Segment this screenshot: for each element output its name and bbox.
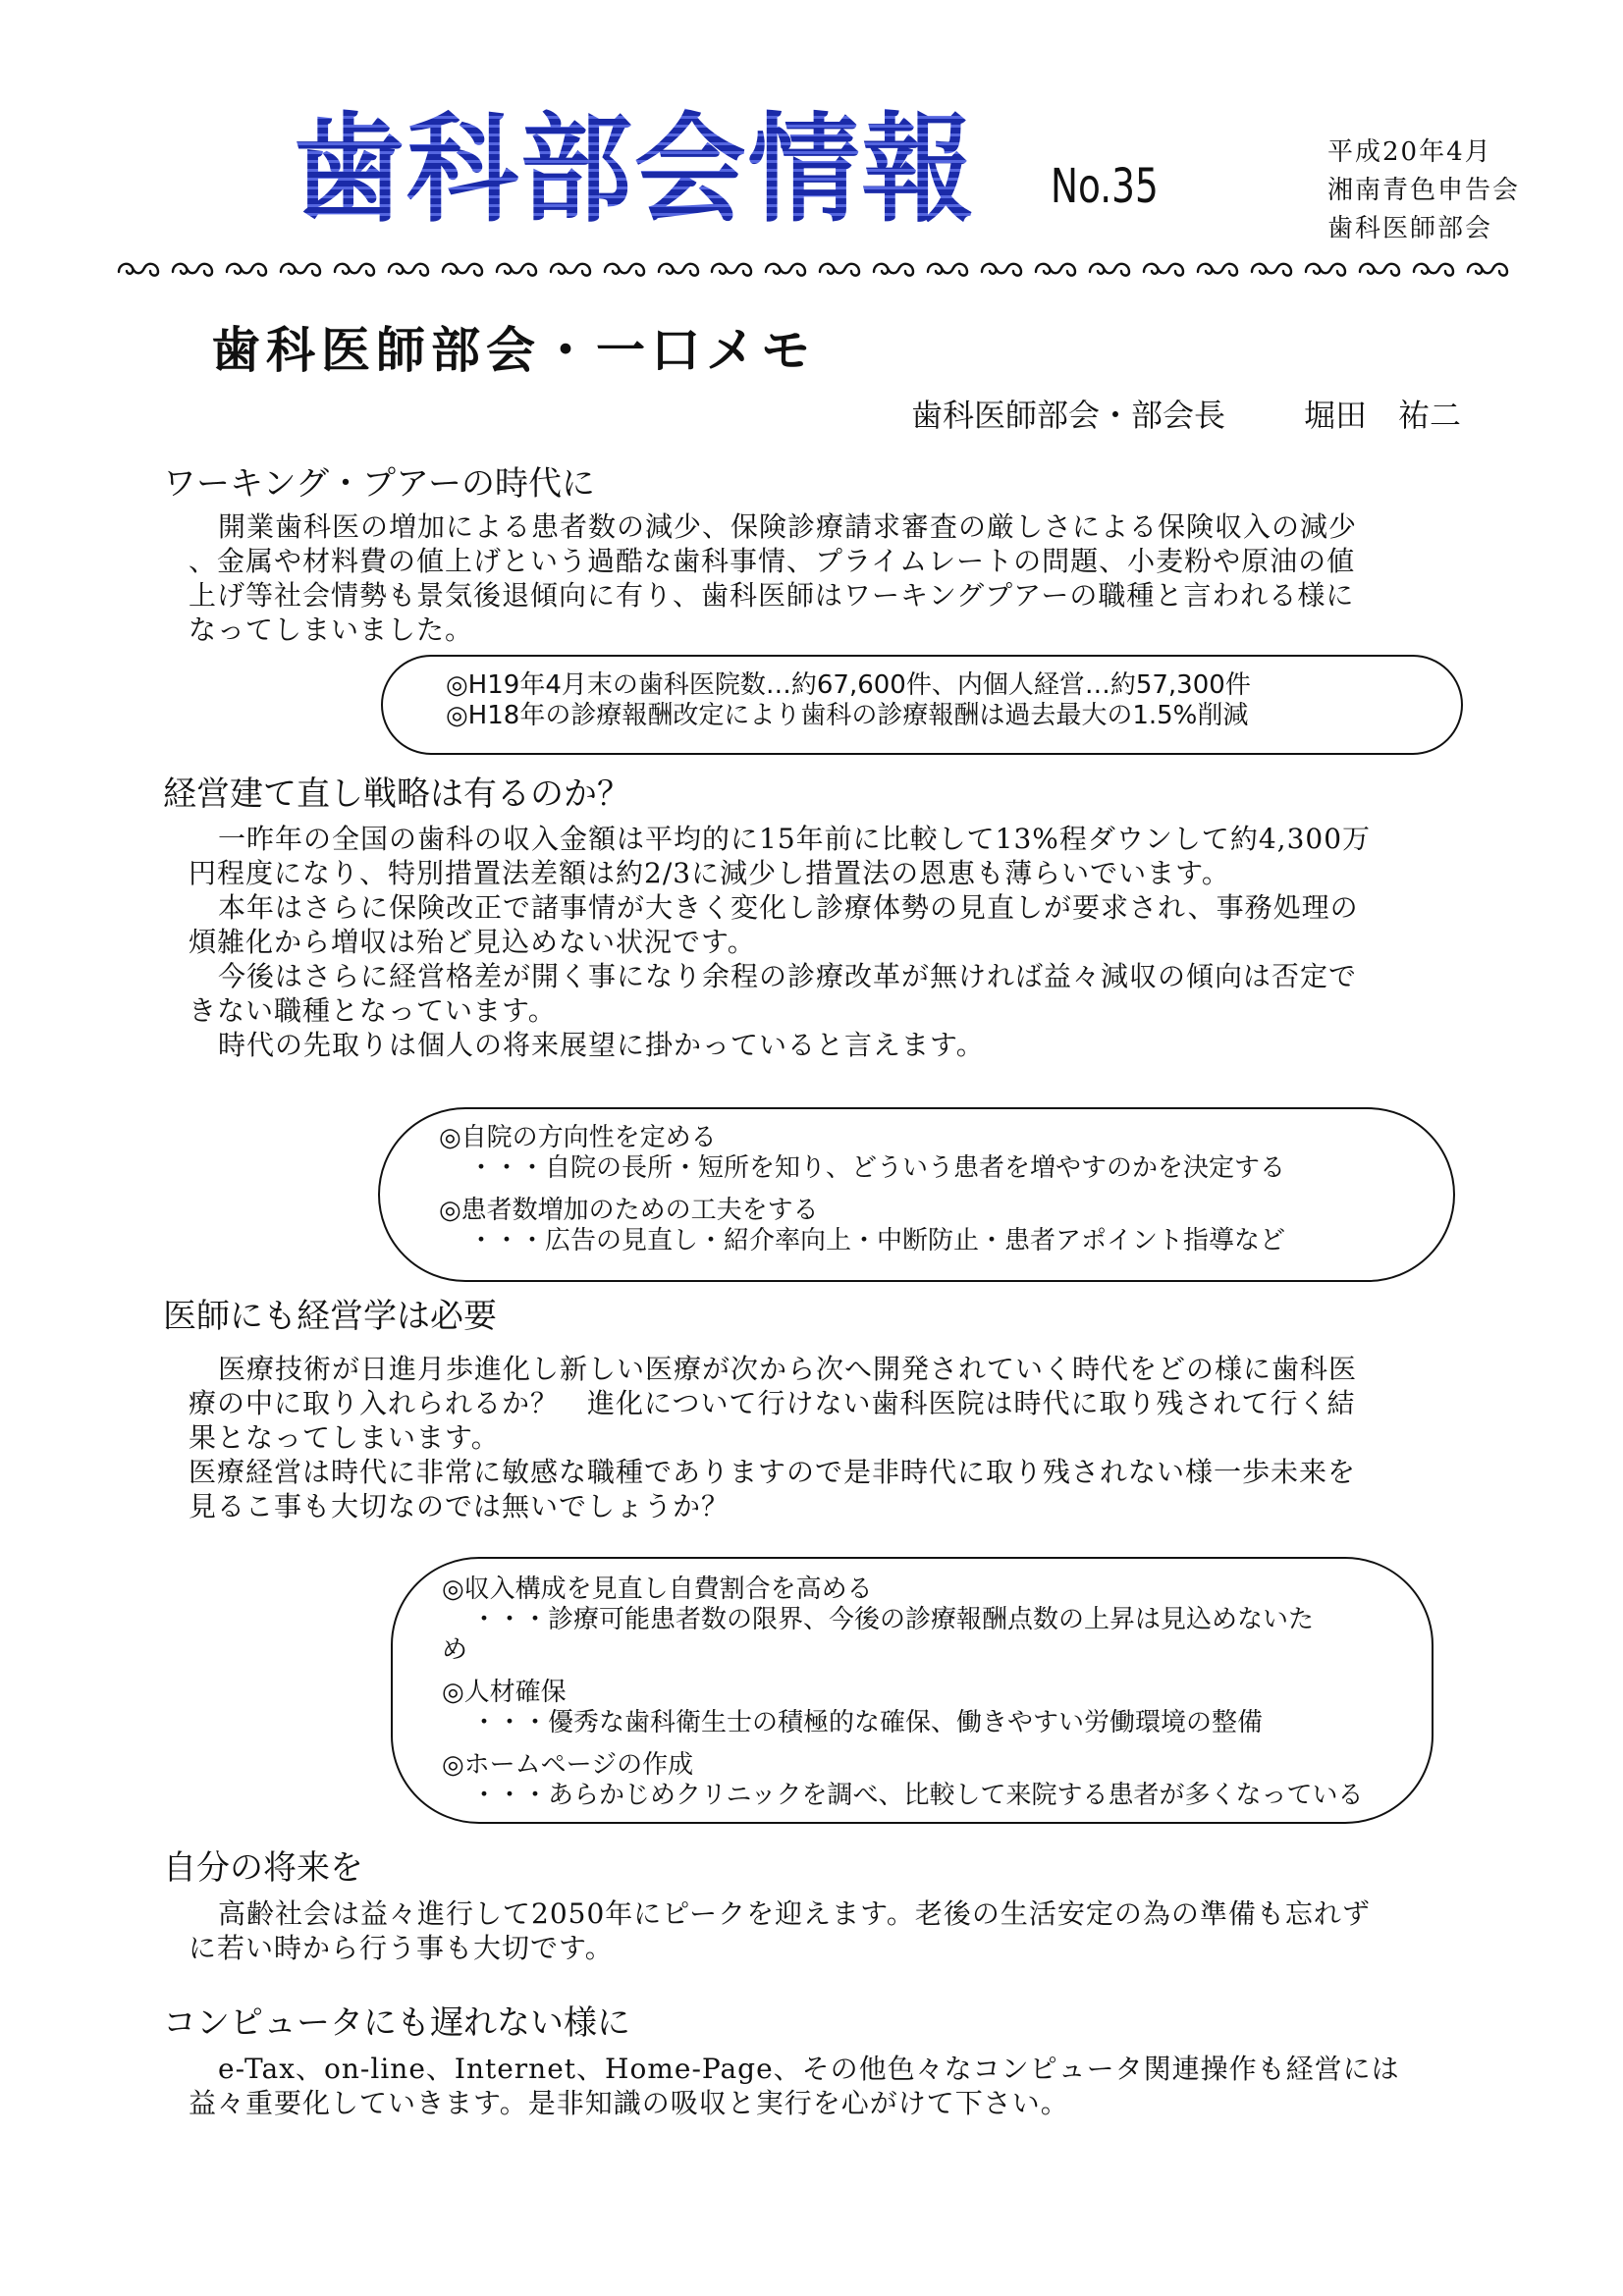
swirl-icon [386, 258, 431, 280]
section-heading: ワーキング・プアーの時代に [163, 464, 595, 504]
swirl-icon [1249, 258, 1294, 280]
body-line: 開業歯科医の増加による患者数の減少、保険診療請求審査の厳しさによる保険収入の減少 [218, 510, 1358, 543]
note-line: ・・・自院の長所・短所を知り、どういう患者を増やすのかを決定する [468, 1153, 1286, 1183]
note-line: ◎ホームページの作成 [442, 1750, 694, 1780]
swirl-icon [170, 258, 215, 280]
note-line: ・・・優秀な歯科衛生士の積極的な確保、働きやすい労働環境の整備 [471, 1708, 1264, 1737]
issue-date: 平成20年4月 [1327, 137, 1492, 167]
swirl-icon [656, 258, 701, 280]
swirl-icon [224, 258, 269, 280]
body-line: 高齢社会は益々進行して2050年にピークを迎えます。老後の生活安定の為の準備も忘れず [218, 1897, 1371, 1930]
note-line: ・・・広告の見直し・紹介率向上・中断防止・患者アポイント指導など [468, 1226, 1286, 1255]
body-line: に若い時から行う事も大切です。 [189, 1932, 614, 1964]
swirl-icon [1465, 258, 1510, 280]
note-line: め [442, 1635, 468, 1665]
section-body [189, 1352, 1485, 1523]
note-line: ◎自院の方向性を定める [439, 1123, 717, 1152]
division-name: 歯科医師部会 [1327, 214, 1493, 243]
issue-meta [1327, 133, 1520, 248]
note-line: ◎収入構成を見直し自費割合を高める [442, 1575, 873, 1604]
section-body [189, 1896, 1485, 1965]
body-line: 療の中に取り入れられるか？ 進化について行けない歯科医院は時代に取り残されて行く結 [189, 1387, 1356, 1419]
body-line: きない職種となっています。 [189, 994, 557, 1027]
swirl-icon [709, 258, 754, 280]
note-line: ・・・あらかじめクリニックを調べ、比較して来院する患者が多くなっている [471, 1781, 1364, 1810]
swirl-icon [763, 258, 808, 280]
body-line: 上げ等社会情勢も景気後退傾向に有り、歯科医師はワーキングプアーの職種と言われる様に [189, 579, 1355, 612]
body-line: 円程度になり、特別措置法差額は約2/3に減少し措置法の恩恵も薄らいでいます。 [189, 857, 1230, 889]
body-line: 医療技術が日進月歩進化し新しい医療が次から次へ開発されていく時代をどの様に歯科医 [218, 1353, 1358, 1385]
swirl-icon [1141, 258, 1186, 280]
note-line: ◎H19年4月末の歯科医院数…約67,600件、内個人経営…約57,300件 [446, 670, 1251, 700]
swirl-icon [440, 258, 485, 280]
section-body [189, 822, 1485, 1062]
body-line: 時代の先取りは個人の将来展望に掛かっていると言えます。 [218, 1029, 985, 1061]
body-line: e-Tax、on-line、Internet、Home-Page、その他色々なコンピュータ関連操作も経営には [218, 2053, 1400, 2085]
swirl-icon [1357, 258, 1402, 280]
swirl-icon [116, 258, 161, 280]
note-box [381, 655, 1463, 755]
swirl-border-icon [116, 257, 1510, 281]
author-name: 堀田 祐二 [1304, 397, 1462, 434]
swirl-icon [817, 258, 862, 280]
swirl-icon [979, 258, 1024, 280]
body-line: 見るこ事も大切なのでは無いでしょうか？ [189, 1490, 730, 1522]
body-line: 果となってしまいます。 [189, 1421, 500, 1454]
section-body [189, 509, 1485, 647]
note-line: ◎人材確保 [442, 1678, 567, 1707]
swirl-icon [602, 258, 647, 280]
note-box [391, 1557, 1434, 1824]
body-line: 益々重要化していきます。是非知識の吸収と実行を心がけて下さい。 [189, 2087, 1069, 2119]
body-line: なってしまいました。 [189, 614, 474, 646]
organization-name: 湘南青色申告会 [1327, 176, 1521, 205]
swirl-icon [1087, 258, 1132, 280]
note-box [378, 1107, 1455, 1282]
section-heading: コンピュータにも遅れない様に [163, 2003, 630, 2043]
body-line: 、金属や材料費の値上げという過酷な歯科事情、プライムレートの問題、小麦粉や原油の値 [189, 545, 1356, 577]
swirl-icon [548, 258, 593, 280]
note-line: ・・・診療可能患者数の限界、今後の診療報酬点数の上昇は見込めないた [471, 1605, 1315, 1634]
swirl-icon [1411, 258, 1456, 280]
section-heading: 自分の将来を [163, 1848, 363, 1888]
swirl-icon [1303, 258, 1348, 280]
author-line [911, 391, 1481, 440]
author-role: 歯科医師部会・部会長 [911, 397, 1226, 434]
body-line: 一昨年の全国の歯科の収入金額は平均的に15年前に比較して13%程ダウンして約4,300万 [218, 823, 1372, 855]
swirl-icon [1195, 258, 1240, 280]
note-line: ◎H18年の診療報酬改定により歯科の診療報酬は過去最大の1.5%削減 [446, 701, 1249, 730]
section-heading: 医師にも経営学は必要 [163, 1297, 497, 1336]
section-body [189, 2052, 1485, 2120]
section-heading: 経営建て直し戦略は有るのか？ [163, 774, 630, 814]
swirl-icon [925, 258, 970, 280]
body-line: 医療経営は時代に非常に敏感な職種でありますので是非時代に取り残されない様一歩未来を [189, 1456, 1357, 1488]
note-line: ◎患者数増加のための工夫をする [439, 1196, 819, 1225]
swirl-icon [278, 258, 323, 280]
masthead-title: 歯科部会情報 [293, 102, 976, 239]
swirl-icon [494, 258, 539, 280]
body-line: 今後はさらに経営格差が開く事になり余程の診療改革が無ければ益々減収の傾向は否定で [218, 960, 1358, 992]
swirl-icon [871, 258, 916, 280]
body-line: 本年はさらに保険改正で諸事情が大きく変化し診療体勢の見直しが要求され、事務処理の [218, 891, 1359, 924]
swirl-icon [332, 258, 377, 280]
swirl-icon [1033, 258, 1078, 280]
issue-number: No.35 [1051, 159, 1159, 214]
body-line: 煩雑化から増収は殆ど見込めない状況です。 [189, 926, 756, 958]
page-title: 歯科医師部会・一口メモ [211, 322, 816, 379]
